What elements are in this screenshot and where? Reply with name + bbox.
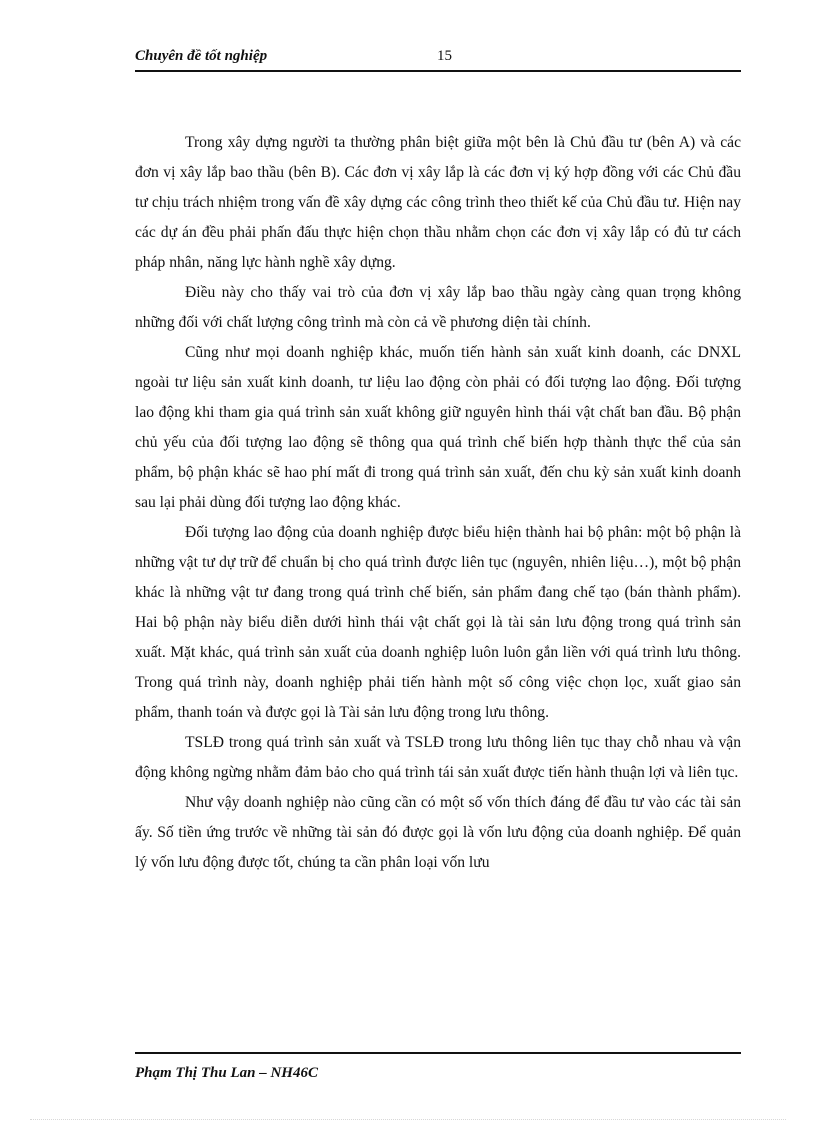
page-bottom-divider [30,1119,786,1120]
page-footer [135,1052,741,1082]
paragraph: Đối tượng lao động của doanh nghiệp được biểu hiện thành hai bộ phân: một bộ phận là những vật tư dự trữ để chuẩn bị cho quá trình được liên tục (nguyên, nhiên liệu…), một bộ phận khác là những vật tư đang trong quá trình chế biến, sản phẩm đang chế tạo (bán thành phẩm). Hai bộ phận này biểu diễn dưới hình thái vật chất gọi là tài sản lưu động trong quá trình sản xuất. Mặt khác, quá trình sản xuất của doanh nghiệp luôn luôn gắn liền với quá trình lưu thông. Trong quá trình này, doanh nghiệp phải tiến hành một số công việc chọn lọc, xuất giao sản phẩm, thanh toán và được gọi là Tài sản lưu động trong lưu thông. [135,524,741,721]
paragraph: Như vậy doanh nghiệp nào cũng cần có một số vốn thích đáng để đầu tư vào các tài sản ấy. Số tiền ứng trước về những tài sản đó được gọi là vốn lưu động của doanh nghiệp. Để quản lý vốn lưu động được tốt, chúng ta cần phân loại vốn lưu [135,794,741,871]
paragraph: TSLĐ trong quá trình sản xuất và TSLĐ trong lưu thông liên tục thay chỗ nhau và vận động không ngừng nhằm đảm bảo cho quá trình tái sản xuất được tiến hành thuận lợi và liên tục. [135,734,741,781]
page-number: 15 [437,48,452,64]
paragraph: Cũng như mọi doanh nghiệp khác, muốn tiến hành sản xuất kinh doanh, các DNXL ngoài tư liệu sản xuất kinh doanh, tư liệu lao động còn phải có đối tượng lao động. Đối tượng lao động khi tham gia quá trình sản xuất không giữ nguyên hình thái vật chất ban đầu. Bộ phận chủ yếu của đối tượng lao động sẽ thông qua quá trình chế biến hợp thành thực thể của sản phẩm, bộ phận khác sẽ hao phí mất đi trong quá trình sản xuất, đến chu kỳ sản xuất kinh doanh sau lại phải dùng đối tượng lao động khác. [135,344,741,511]
paragraph: Trong xây dựng người ta thường phân biệt giữa một bên là Chủ đầu tư (bên A) và các đơn vị xây lắp bao thầu (bên B). Các đơn vị xây lắp là các đơn vị ký hợp đồng với các Chủ đầu tư chịu trách nhiệm trong vấn đề xây dựng các công trình theo thiết kế của Chủ đầu tư. Hiện nay các dự án đều phải phấn đấu thực hiện chọn thầu nhằm chọn các đơn vị xây lắp có đủ tư cách pháp nhân, năng lực hành nghề xây dựng. [135,134,741,271]
document-title: Chuyên đề tốt nghiệp [135,48,268,64]
page-header [135,48,741,72]
body-text [135,128,741,878]
footer-author: Phạm Thị Thu Lan – NH46C [135,1065,318,1081]
paragraph: Điều này cho thấy vai trò của đơn vị xây lắp bao thầu ngày càng quan trọng không những đối với chất lượng công trình mà còn cả về phương diện tài chính. [135,284,741,331]
